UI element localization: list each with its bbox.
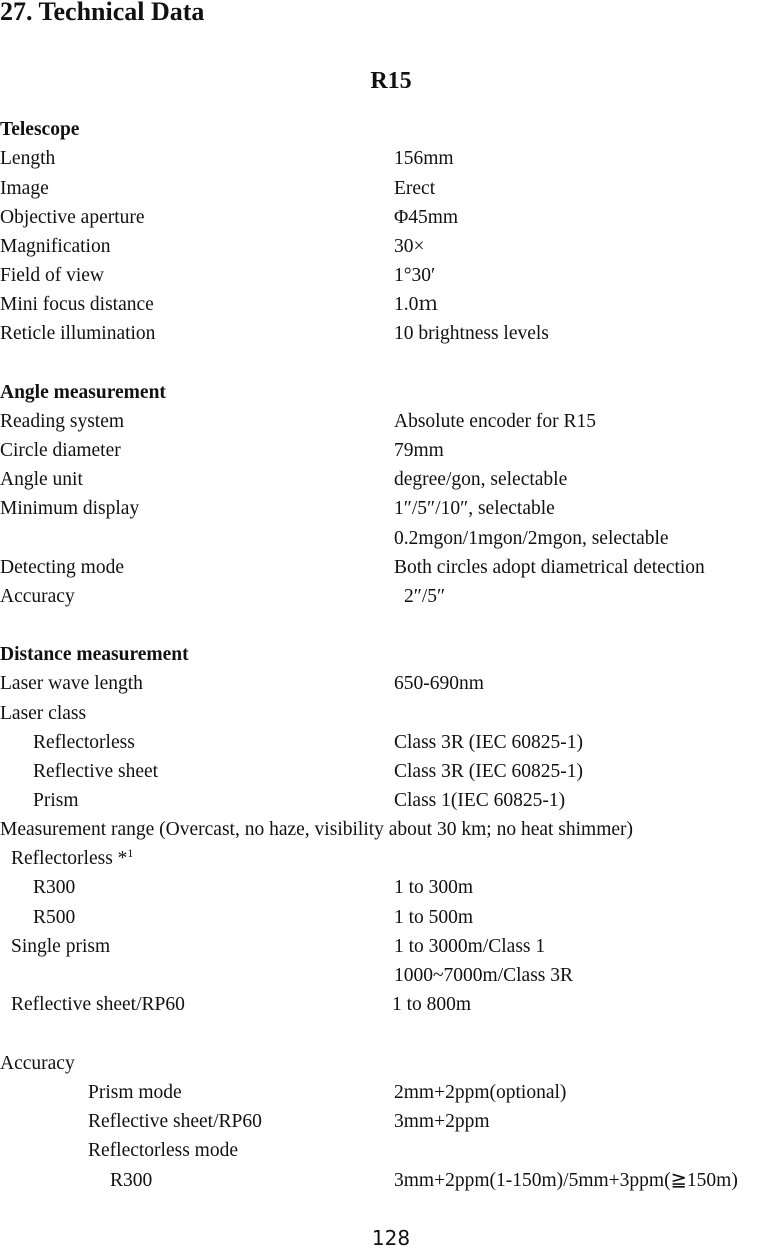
spec-label: Accuracy — [0, 1053, 75, 1074]
spec-value: 3mm+2ppm(1-150m)/5mm+3ppm(≧150m) — [394, 1170, 738, 1191]
spec-value: Class 3R (IEC 60825-1) — [394, 761, 584, 782]
spec-value: 2mm+2ppm(optional) — [394, 1082, 567, 1103]
spec-value: 1.0ｍ — [394, 294, 438, 315]
spec-label: R500 — [33, 907, 76, 928]
spec-value: Erect — [394, 178, 436, 199]
spec-value: 1 to 800m — [392, 994, 472, 1015]
spec-label: Reflectorless — [33, 732, 135, 753]
spec-label: Laser class — [0, 703, 87, 724]
spec-label: Laser wave length — [0, 673, 143, 694]
section-title: Telescope — [0, 119, 80, 140]
spec-label: Objective aperture — [0, 207, 145, 228]
spec-label — [11, 847, 133, 871]
spec-value: Class 3R (IEC 60825-1) — [394, 732, 584, 753]
spec-label: Length — [0, 148, 56, 169]
spec-label: Field of view — [0, 265, 104, 286]
spec-value: Absolute encoder for R15 — [394, 411, 596, 432]
spec-label: R300 — [110, 1170, 153, 1191]
spec-label: R300 — [33, 877, 76, 898]
spec-value: 3mm+2ppm — [394, 1111, 490, 1132]
spec-label: Image — [0, 178, 49, 199]
spec-value: 650-690nm — [394, 673, 484, 694]
spec-value: 1000~7000m/Class 3R — [394, 965, 574, 986]
spec-label: Accuracy — [0, 586, 75, 607]
spec-value: 79mm — [394, 440, 444, 461]
spec-value: 1°30′ — [394, 265, 436, 286]
spec-label: Reticle illumination — [0, 323, 156, 344]
spec-label: Circle diameter — [0, 440, 121, 461]
spec-value: 2″/5″ — [404, 586, 446, 607]
reflectorless-label: Reflectorless * — [11, 848, 128, 869]
section-title: Angle measurement — [0, 382, 166, 403]
spec-label: Minimum display — [0, 498, 140, 519]
spec-label: Prism — [33, 790, 79, 811]
page-title: 27. Technical Data — [0, 0, 205, 26]
spec-label: Reflectorless mode — [88, 1140, 238, 1161]
spec-value: 1″/5″/10″, selectable — [394, 498, 555, 519]
spec-value: 0.2mgon/1mgon/2mgon, selectable — [394, 528, 669, 549]
footnote-marker: 1 — [127, 846, 134, 860]
spec-label: Prism mode — [88, 1082, 182, 1103]
spec-label: Reflective sheet/RP60 — [11, 994, 185, 1015]
spec-label: Reflective sheet — [33, 761, 159, 782]
spec-label: Detecting mode — [0, 557, 124, 578]
model-name: R15 — [370, 68, 412, 94]
spec-label: Measurement range (Overcast, no haze, visibility about 30 km; no heat shimmer) — [0, 819, 634, 840]
spec-value: 1 to 3000m/Class 1 — [394, 936, 546, 957]
spec-label: Reflective sheet/RP60 — [88, 1111, 262, 1132]
spec-value: 1 to 500m — [394, 907, 474, 928]
spec-value: Φ45mm — [394, 207, 459, 228]
section-title: Distance measurement — [0, 644, 189, 665]
spec-value: degree/gon, selectable — [394, 469, 568, 490]
spec-label: Reading system — [0, 411, 125, 432]
spec-label: Mini focus distance — [0, 294, 154, 315]
spec-label: Single prism — [11, 936, 111, 957]
spec-value: 30× — [394, 236, 425, 257]
spec-value: 156mm — [394, 148, 454, 169]
page-number: 128 — [371, 1226, 411, 1250]
spec-value: Both circles adopt diametrical detection — [394, 557, 705, 578]
spec-label: Angle unit — [0, 469, 83, 490]
spec-value: 1 to 300m — [394, 877, 474, 898]
spec-value: 10 brightness levels — [394, 323, 549, 344]
spec-value: Class 1(IEC 60825-1) — [394, 790, 566, 811]
spec-label: Magnification — [0, 236, 111, 257]
